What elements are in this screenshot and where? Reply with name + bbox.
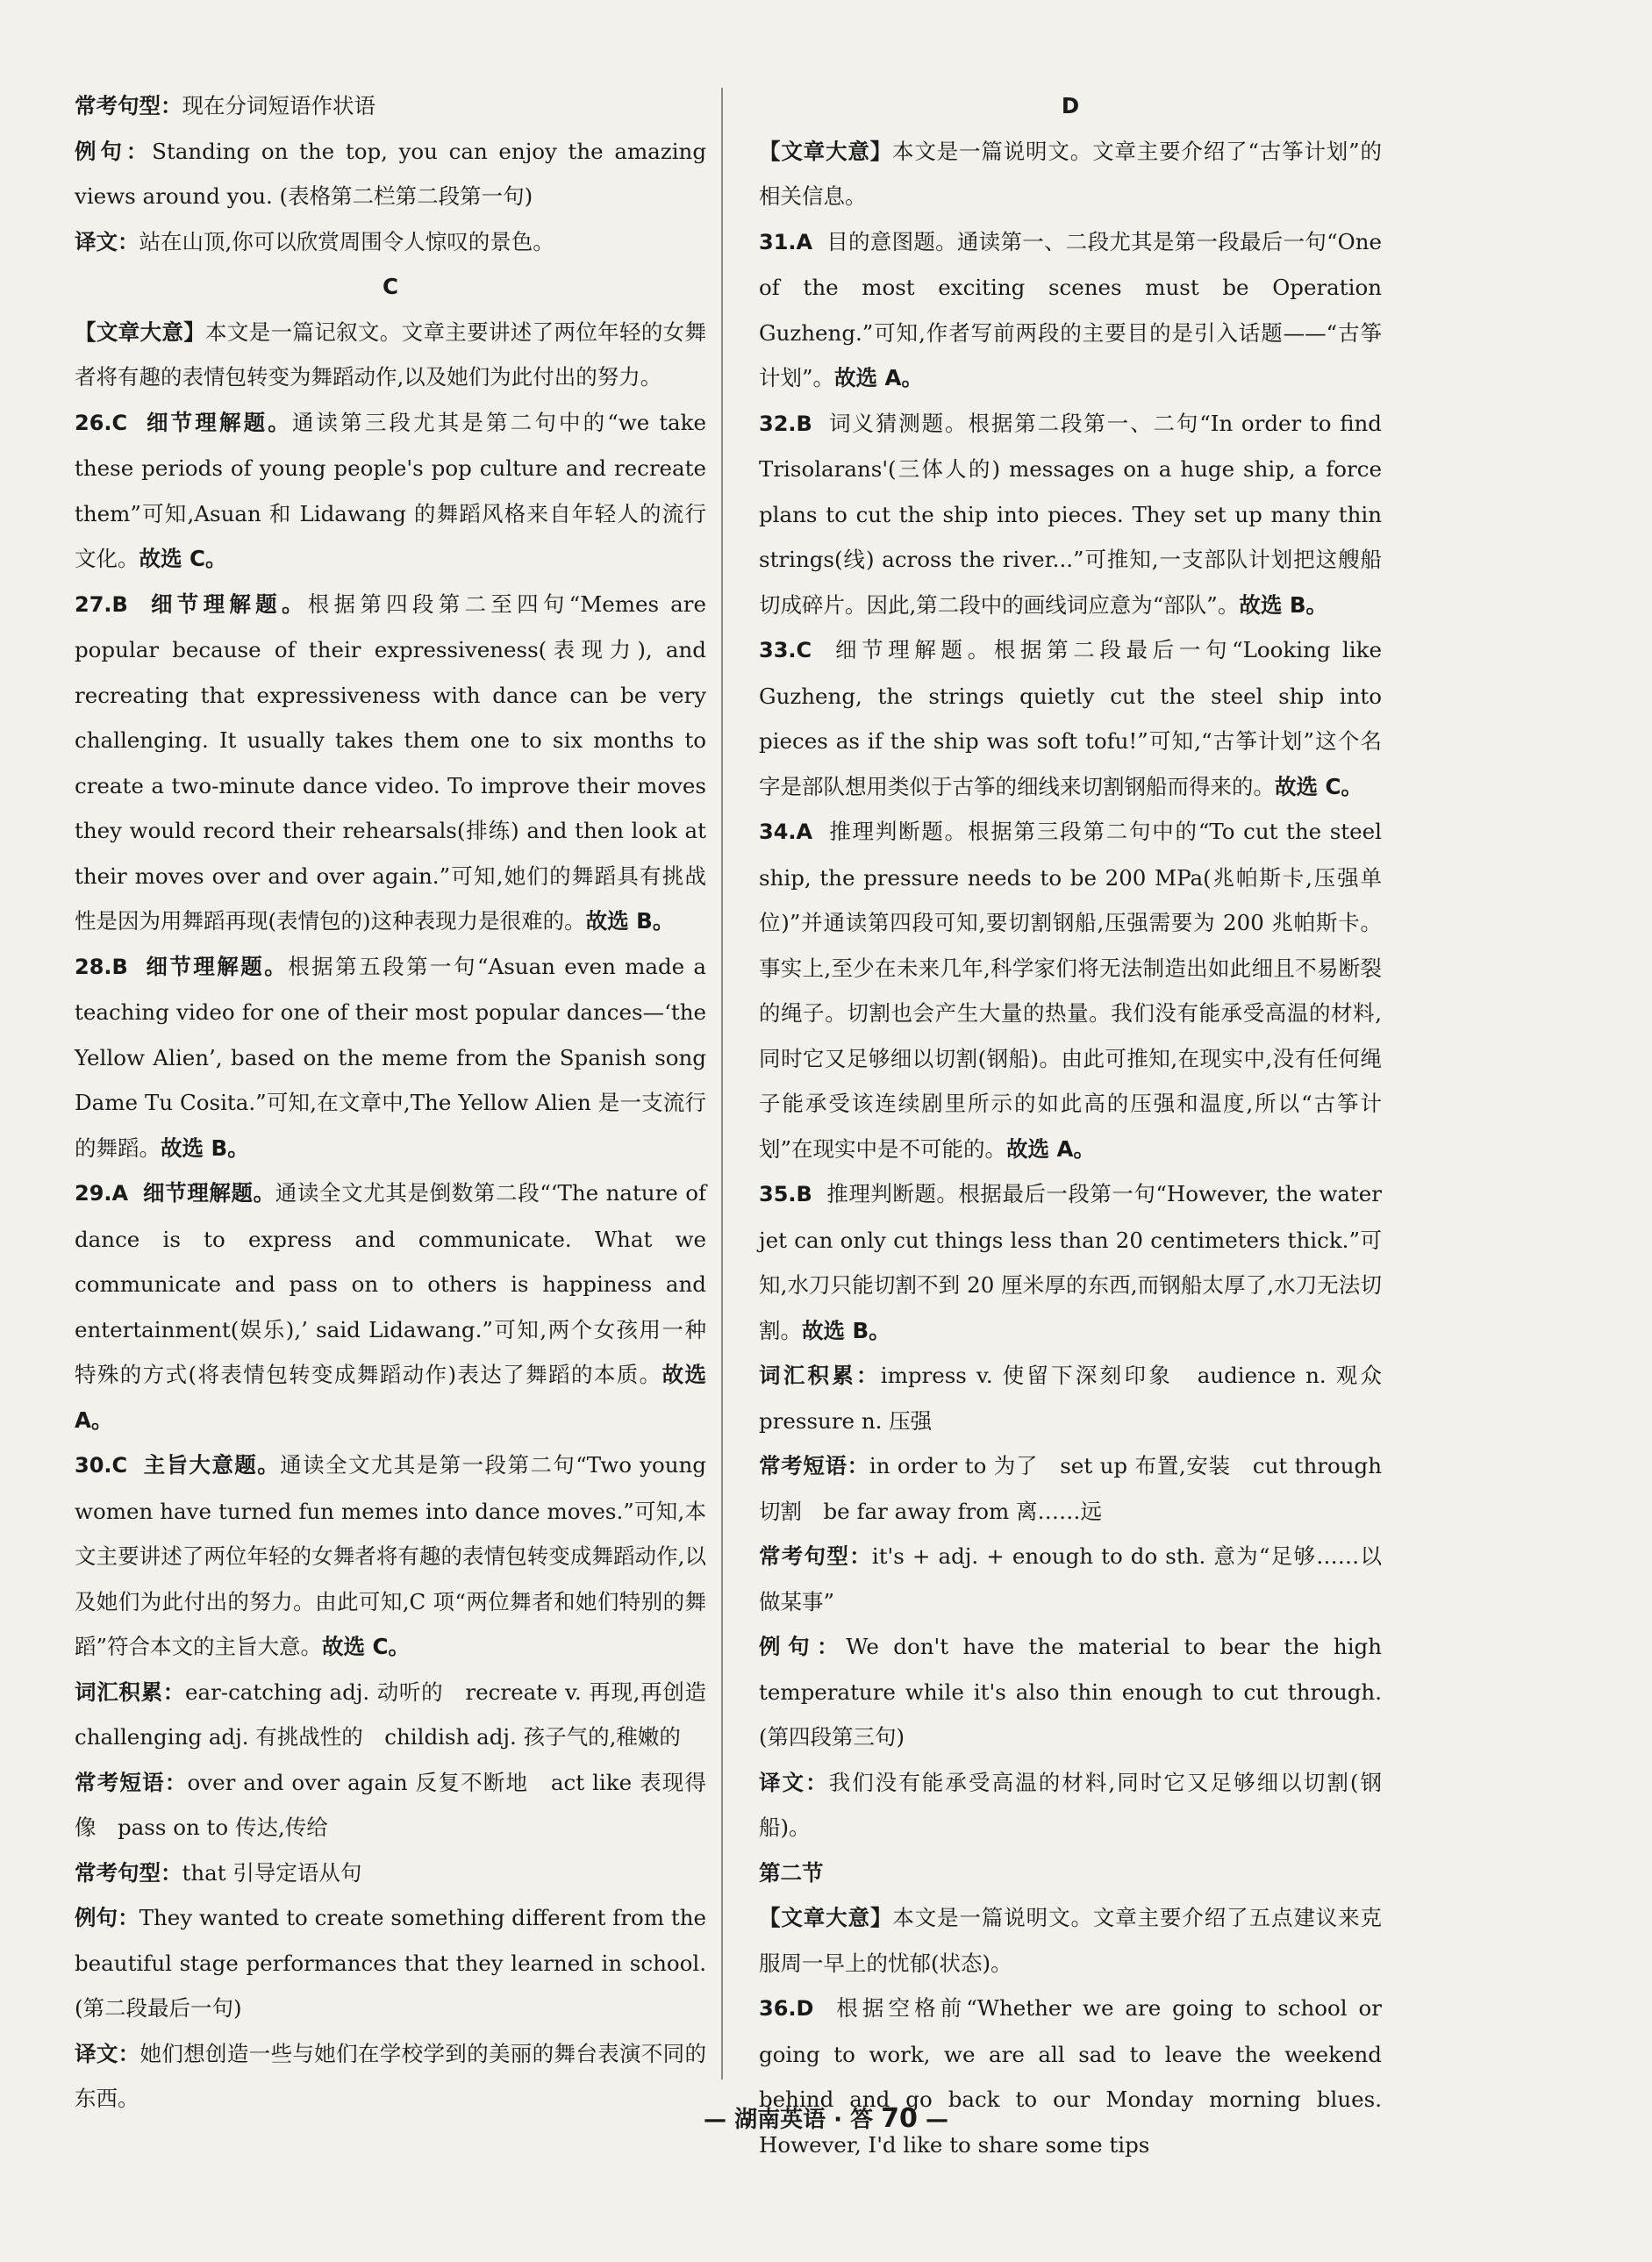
footer-prefix: — 湖南英语 · 答 [704, 2107, 874, 2133]
c-phrases: 常考短语：over and over again 反复不断地 act like 表现得像 pass on to 传达,传给 [75, 1769, 706, 1840]
d-phrases: 常考短语：in order to 为了 set up 布置,安装 cut through 切割 be far away from 离……远 [759, 1453, 1382, 1524]
section-d-heading: D [1061, 93, 1080, 118]
c-vocab: 词汇积累：ear-catching adj. 动听的 recreate v. 再现,再创造 challenging adj. 有挑战性的 childish adj. 孩子气的,稚嫩的 [75, 1679, 728, 1750]
c-pattern: 常考句型：that 引导定语从句 [75, 1859, 362, 1886]
c-translation: 译文：她们想创造一些与她们在学校学到的美丽的舞台表演不同的东西。 [75, 2040, 707, 2111]
column-divider [721, 88, 723, 2079]
left-column [75, 83, 728, 2122]
question-27: 27.B 细节理解题。根据第四段第二至四句“Memes are popular because of their expressiveness(表现力), and recreating that expressiveness with dance can be very challenging. It usually takes them one to six months to create a two-minute dance video. To improve their moves they would record their rehearsals(排练) and then look at their moves over and over again.”可知,她们的舞蹈具有挑战性是因为用舞蹈再现(表情包的)这种表现力是很难的。故选 B。 [75, 591, 706, 934]
question-33: 33.C 细节理解题。根据第二段最后一句“Looking like Guzheng, the strings quietly cut the steel ship into pieces as if the ship was soft tofu!”可知,“古筝计划”这个名字是部队想用类似于古筝的细线来切割钢船而得来的。故选 C。 [759, 637, 1382, 799]
question-34: 34.A 推理判断题。根据第三段第二句中的“To cut the steel ship, the pressure needs to be 200 MPa(兆帕斯卡,压强单位)”并通读第四段可知,要切割钢船,压强需要为 200 兆帕斯卡。事实上,至少在未来几年,科学家们将无法制造出如此细且不易断裂的绳子。切割也会产生大量的热量。我们没有能承受高温的材料,同时它又足够细以切割(钢船)。由此可推知,在现实中,没有任何绳子能承受该连续剧里所示的如此高的压强和温度,所以“古筝计划”在现实中是不可能的。故选 A。 [759, 819, 1382, 1162]
question-32: 32.B 词义猜测题。根据第二段第一、二句“In order to find Trisolarans'(三体人的) messages on a huge ship, a force plans to cut the ship into pieces. They set up many thin strings(线) across the river...”可推知,一支部队计划把这艘船切成碎片。因此,第二段中的画线词应意为“部队”。故选 B。 [759, 410, 1382, 618]
s2-summary: 【文章大意】本文是一篇说明文。文章主要介绍了五点建议来克服周一早上的忧郁(状态)。 [759, 1905, 1383, 1976]
d-pattern: 常考句型：it's + adj. + enough to do sth. 意为“足够……以做某事” [759, 1543, 1382, 1614]
question-31: 31.A 目的意图题。通读第一、二段尤其是第一段最后一句“One of the most exciting scenes must be Operation Guzheng.”可知,作者写前两段的主要目的是引入话题——“古筝计划”。故选 A。 [759, 228, 1383, 390]
top-translation: 译文：站在山顶,你可以欣赏周围令人惊叹的景色。 [75, 228, 554, 254]
question-29: 29.A 细节理解题。通读全文尤其是倒数第二段“‘The nature of dance is to express and communicate. What we communicate and pass on to others is happiness and entertainment(娱乐),’ said Lidawang.”可知,两个女孩用一种特殊的方式(将表情包转变成舞蹈动作)表达了舞蹈的本质。故选 A。 [75, 1180, 707, 1433]
page-number: 70 [881, 2103, 918, 2134]
section-2-heading: 第二节 [759, 1859, 824, 1886]
d-translation: 译文：我们没有能承受高温的材料,同时它又足够细以切割(钢船)。 [759, 1769, 1383, 1840]
c-summary: 【文章大意】本文是一篇记叙文。文章主要讲述了两位年轻的女舞者将有趣的表情包转变为舞蹈动作,以及她们为此付出的努力。 [75, 319, 707, 390]
page-footer [0, 2101, 1652, 2134]
question-26: 26.C 细节理解题。通读第三段尤其是第二句中的“we take these periods of young people's pop culture and recreate them”可知,Asuan 和 Lidawang 的舞蹈风格来自年轻人的流行文化。故选 C。 [75, 409, 706, 571]
question-30: 30.C 主旨大意题。通读全文尤其是第一段第二句“Two young women have turned fun memes into dance moves.”可知,本文主要讲述了两位年轻的女舞者将有趣的表情包转变成舞蹈动作,以及她们为此付出的努力。由此可知,C 项“两位舞者和她们特别的舞蹈”符合本文的主旨大意。故选 C。 [75, 1452, 706, 1659]
top-example: 例句：Standing on the top, you can enjoy the amazing views around you. (表格第二栏第二段第一句) [75, 138, 707, 209]
question-28: 28.B 细节理解题。根据第五段第一句“Asuan even made a teaching video for one of their most popular dances—‘the Yellow Alien’, based on the meme from the Spanish song Dame Tu Cosita.”可知,在文章中,The Yellow Alien 是一支流行的舞蹈。故选 B。 [75, 953, 706, 1161]
section-c-heading: C [383, 274, 398, 299]
d-example: 例句：We don't have the material to bear the high temperature while it's also thin enough to cut through. (第四段第三句) [759, 1634, 1382, 1750]
c-example: 例句：They wanted to create something different from the beautiful stage performances that they learned in school. (第二段最后一句) [75, 1905, 707, 2021]
top-pattern: 常考句型：现在分词短语作状语 [75, 93, 375, 118]
footer-suffix: — [925, 2107, 948, 2133]
right-column [759, 83, 1404, 2167]
question-35: 35.B 推理判断题。根据最后一段第一句“However, the water jet can only cut things less than 20 centimeters thick.”可知,水刀只能切割不到 20 厘米厚的东西,而钢船太厚了,水刀无法切割。故选 B。 [759, 1181, 1382, 1343]
d-summary: 【文章大意】本文是一篇说明文。文章主要介绍了“古筝计划”的相关信息。 [759, 138, 1382, 209]
d-vocab: 词汇积累：impress v. 使留下深刻印象 audience n. 观众 pressure n. 压强 [759, 1363, 1404, 1434]
question-36: 36.D 根据空格前“Whether we are going to school or going to work, we are all sad to leave the weekend behind and go back to our Monday morning blues. However, I'd like to share some tips [759, 1995, 1382, 2158]
